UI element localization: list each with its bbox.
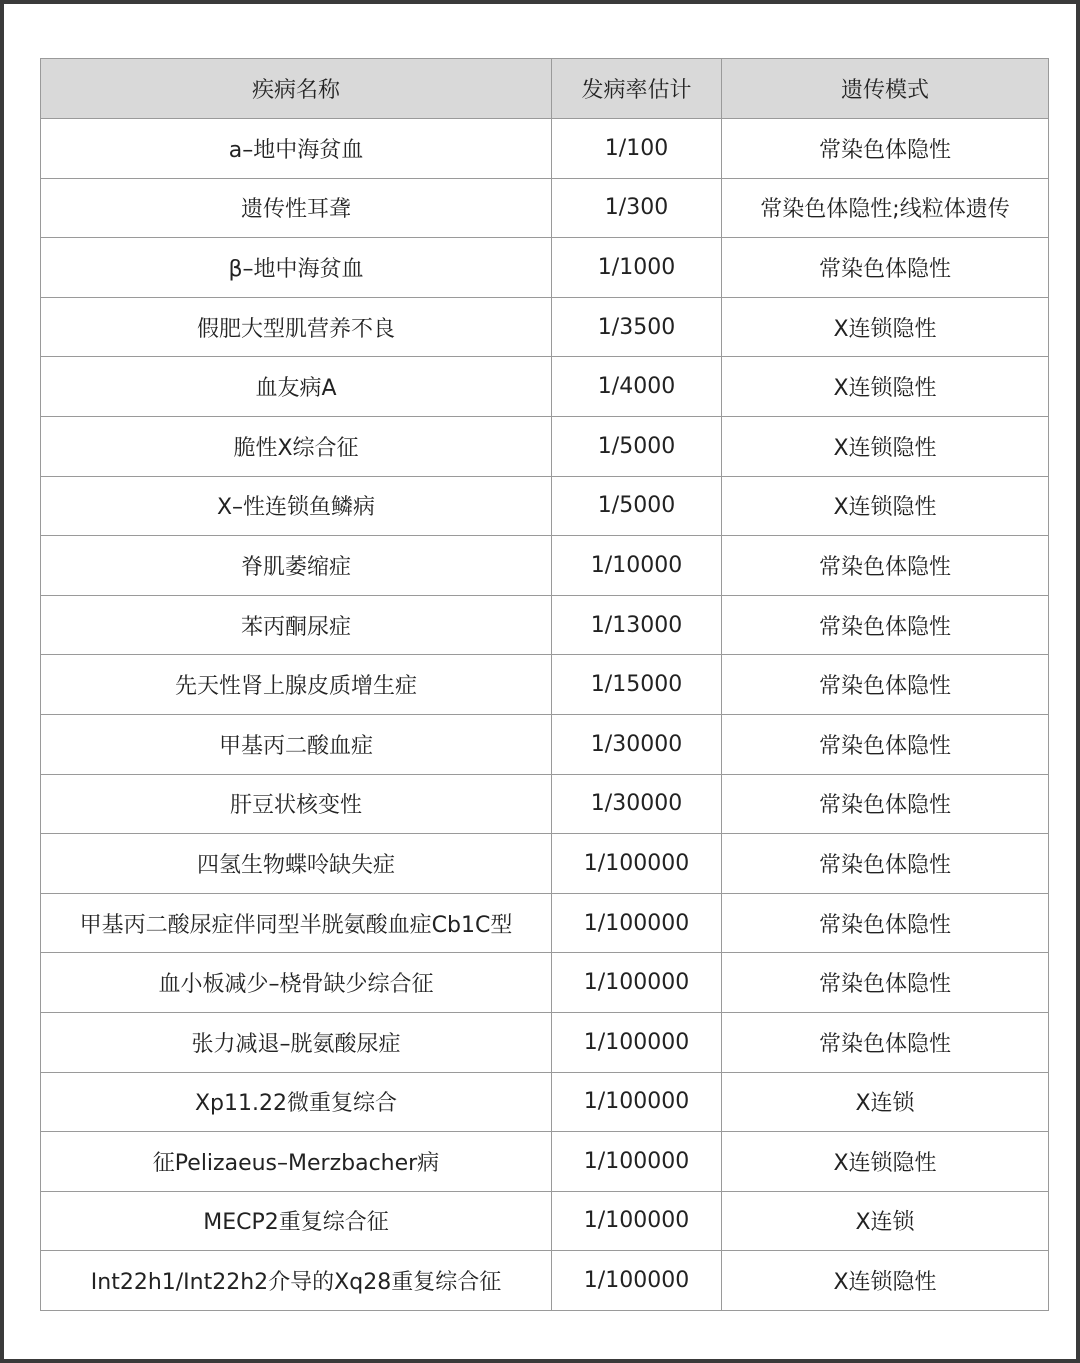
disease-name-cell: 脊肌萎缩症 xyxy=(41,536,552,596)
disease-name-cell: 甲基丙二酸尿症伴同型半胱氨酸血症Cb1C型 xyxy=(41,893,552,953)
incidence-cell: 1/15000 xyxy=(552,655,722,715)
table-row xyxy=(41,893,1049,953)
table-row xyxy=(41,834,1049,894)
table-row xyxy=(41,774,1049,834)
disease-name-cell: a–地中海贫血 xyxy=(41,119,552,179)
table-row xyxy=(41,953,1049,1013)
disease-name-cell: X–性连锁鱼鳞病 xyxy=(41,476,552,536)
inheritance-cell: X连锁隐性 xyxy=(722,416,1049,476)
disease-name-cell: 脆性X综合征 xyxy=(41,416,552,476)
incidence-cell: 1/4000 xyxy=(552,357,722,417)
table-row xyxy=(41,714,1049,774)
inheritance-cell: X连锁隐性 xyxy=(722,1132,1049,1192)
incidence-cell: 1/100000 xyxy=(552,1251,722,1311)
disease-name-cell: 甲基丙二酸血症 xyxy=(41,714,552,774)
table-row xyxy=(41,357,1049,417)
table-row xyxy=(41,655,1049,715)
table-row xyxy=(41,416,1049,476)
table-row xyxy=(41,297,1049,357)
inheritance-cell: 常染色体隐性 xyxy=(722,595,1049,655)
table-row xyxy=(41,1251,1049,1311)
disease-name-cell: Int22h1/Int22h2介导的Xq28重复综合征 xyxy=(41,1251,552,1311)
table-row xyxy=(41,595,1049,655)
incidence-cell: 1/100000 xyxy=(552,953,722,1013)
disease-name-cell: MECP2重复综合征 xyxy=(41,1191,552,1251)
disease-name-cell: β–地中海贫血 xyxy=(41,238,552,298)
incidence-cell: 1/1000 xyxy=(552,238,722,298)
incidence-cell: 1/100000 xyxy=(552,1191,722,1251)
inheritance-cell: 常染色体隐性 xyxy=(722,953,1049,1013)
inheritance-cell: X连锁 xyxy=(722,1072,1049,1132)
table-row xyxy=(41,119,1049,179)
inheritance-cell: 常染色体隐性;线粒体遗传 xyxy=(722,178,1049,238)
inheritance-cell: X连锁隐性 xyxy=(722,297,1049,357)
disease-name-cell: 先天性肾上腺皮质增生症 xyxy=(41,655,552,715)
incidence-cell: 1/3500 xyxy=(552,297,722,357)
header-row xyxy=(41,59,1049,119)
incidence-cell: 1/100000 xyxy=(552,834,722,894)
disease-name-cell: 血小板减少–桡骨缺少综合征 xyxy=(41,953,552,1013)
incidence-cell: 1/5000 xyxy=(552,416,722,476)
incidence-cell: 1/13000 xyxy=(552,595,722,655)
disease-table xyxy=(40,58,1049,1311)
incidence-cell: 1/100000 xyxy=(552,893,722,953)
table-row xyxy=(41,178,1049,238)
disease-name-cell: 肝豆状核变性 xyxy=(41,774,552,834)
inheritance-cell: X连锁 xyxy=(722,1191,1049,1251)
table-row xyxy=(41,1072,1049,1132)
disease-name-cell: Xp11.22微重复综合 xyxy=(41,1072,552,1132)
inheritance-cell: 常染色体隐性 xyxy=(722,834,1049,894)
incidence-cell: 1/100000 xyxy=(552,1012,722,1072)
inheritance-cell: 常染色体隐性 xyxy=(722,655,1049,715)
table-row xyxy=(41,1191,1049,1251)
table-row xyxy=(41,1012,1049,1072)
incidence-cell: 1/10000 xyxy=(552,536,722,596)
table-row xyxy=(41,1132,1049,1192)
incidence-cell: 1/5000 xyxy=(552,476,722,536)
inheritance-cell: X连锁隐性 xyxy=(722,476,1049,536)
inheritance-cell: 常染色体隐性 xyxy=(722,774,1049,834)
disease-name-cell: 张力减退–胱氨酸尿症 xyxy=(41,1012,552,1072)
header-inheritance: 遗传模式 xyxy=(722,59,1049,119)
disease-name-cell: 假肥大型肌营养不良 xyxy=(41,297,552,357)
incidence-cell: 1/100000 xyxy=(552,1132,722,1192)
inheritance-cell: 常染色体隐性 xyxy=(722,119,1049,179)
disease-name-cell: 血友病A xyxy=(41,357,552,417)
inheritance-cell: 常染色体隐性 xyxy=(722,536,1049,596)
disease-name-cell: 四氢生物蝶呤缺失症 xyxy=(41,834,552,894)
disease-name-cell: 征Pelizaeus–Merzbacher病 xyxy=(41,1132,552,1192)
inheritance-cell: X连锁隐性 xyxy=(722,1251,1049,1311)
inheritance-cell: 常染色体隐性 xyxy=(722,1012,1049,1072)
incidence-cell: 1/300 xyxy=(552,178,722,238)
table-header xyxy=(41,59,1049,119)
header-incidence: 发病率估计 xyxy=(552,59,722,119)
inheritance-cell: X连锁隐性 xyxy=(722,357,1049,417)
table-row xyxy=(41,238,1049,298)
table-row xyxy=(41,476,1049,536)
disease-name-cell: 苯丙酮尿症 xyxy=(41,595,552,655)
inheritance-cell: 常染色体隐性 xyxy=(722,714,1049,774)
incidence-cell: 1/30000 xyxy=(552,714,722,774)
table-body xyxy=(41,119,1049,1311)
table-row xyxy=(41,536,1049,596)
incidence-cell: 1/100 xyxy=(552,119,722,179)
incidence-cell: 1/100000 xyxy=(552,1072,722,1132)
incidence-cell: 1/30000 xyxy=(552,774,722,834)
header-disease-name: 疾病名称 xyxy=(41,59,552,119)
disease-name-cell: 遗传性耳聋 xyxy=(41,178,552,238)
inheritance-cell: 常染色体隐性 xyxy=(722,893,1049,953)
inheritance-cell: 常染色体隐性 xyxy=(722,238,1049,298)
